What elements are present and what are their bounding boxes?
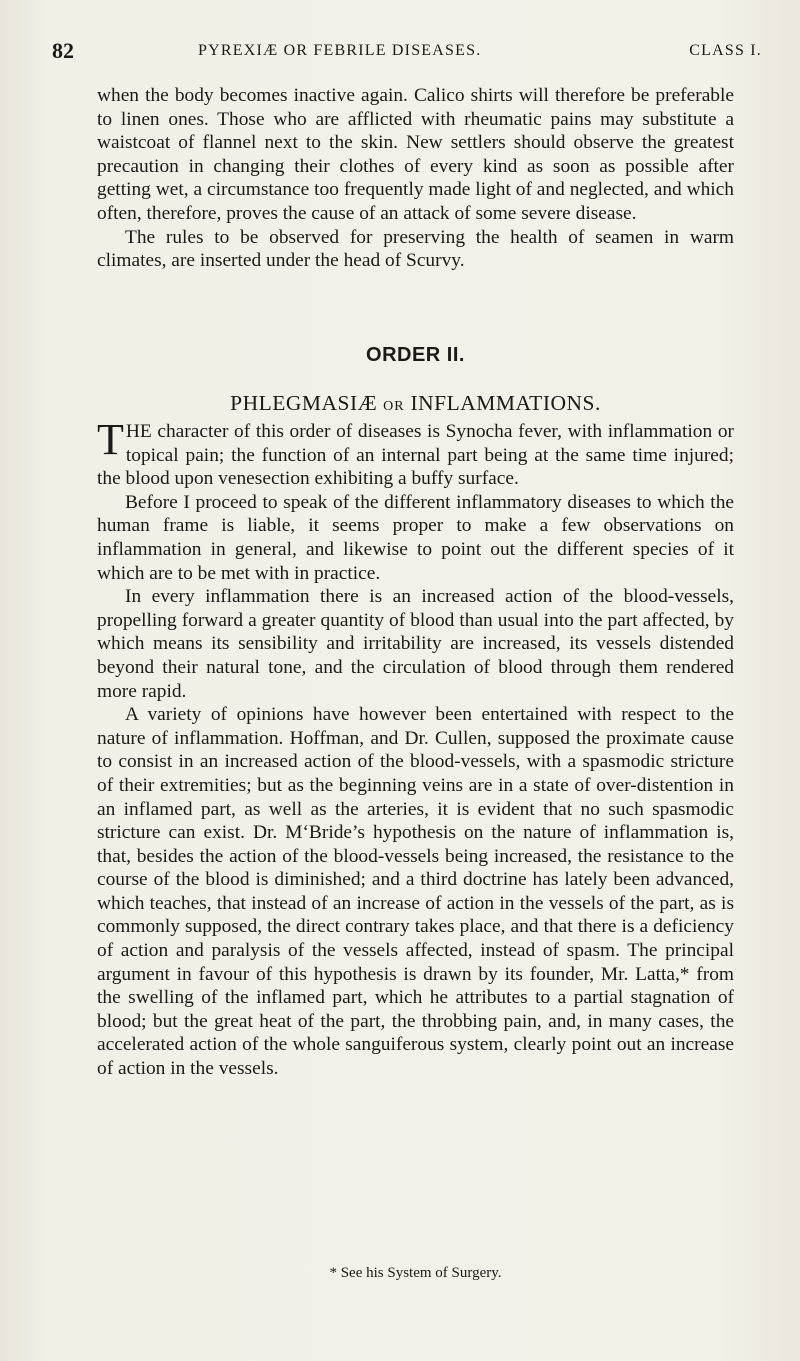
main-paragraph (97, 415, 734, 491)
class-label: CLASS I. (689, 42, 762, 59)
running-header (52, 38, 762, 66)
intro-paragraph: The rules to be observed for preserving the health of seamen in warm climates, are inserted under the head of Scurvy. (97, 226, 734, 272)
running-title: PYREXIÆ OR FEBRILE DISEASES. (198, 42, 482, 59)
main-paragraph: A variety of opinions have however been entertained with respect to the nature of inflammation. Hoffman, and Dr. Cullen, supposed the proximate cause to consist in an increased action of the blood-vessels, with a spasmodic stricture of their extremities; but as the beginning veins are in a state of over-distention in an inflamed part, as well as the arteries, it is evident that no such spasmodic stricture can exist. Dr. M‘Bride’s hypothesis on the nature of inflammation is, that, besides the action of the blood-vessels being increased, the resistance to the course of the blood is diminished; and a third doctrine has lately been advanced, which teaches, that instead of an increase of action in the vessels of the part, as is commonly supposed, the direct contrary takes place, and that there is a deficiency of action and paralysis of the vessels affected, instead of spasm. The principal argument in favour of this hypothesis is drawn by its founder, Mr. Latta,* from the swelling of the inflamed part, which he attributes to a partial stagnation of blood; but the great heat of the part, the throbbing pain, and, in many cases, the accelerated action of the whole sanguiferous system, clearly point out an increase of action in the vessels. (97, 704, 734, 1080)
section-alt-name: INFLAMMATIONS. (410, 391, 601, 415)
intro-paragraph: when the body becomes inactive again. Calico shirts will therefore be preferable to linen ones. Those who are afflicted with rheumatic pains may substitute a waistcoat of flannel next to the skin. New settlers should observe the greatest precaution in changing their clothes of every kind as soon as possible after getting wet, a circumstance too frequently made light of and neglected, and which often, therefore, proves the cause of an attack of some severe disease. (97, 85, 734, 224)
main-paragraph: Before I proceed to speak of the different inflammatory diseases to which the human frame is liable, it seems proper to make a few observations on inflammation in general, and likewise to point out the different species of it which are to be met with in practice. (97, 491, 734, 584)
section-heading (97, 391, 734, 416)
drop-cap: T (97, 415, 124, 464)
main-text (97, 415, 734, 1081)
main-paragraph-text: HE character of this order of diseases is Synocha fever, with inflammation or topical pain; the function of an internal part being at the same time injured; the blood upon venesection exhibiting a buffy surface. (97, 421, 734, 490)
page-number: 82 (52, 38, 74, 63)
intro-text (97, 84, 734, 273)
section-or: OR (383, 399, 405, 414)
order-heading: ORDER II. (366, 344, 465, 366)
section-name: PHLEGMASIÆ (230, 391, 378, 415)
footnote: * See his System of Surgery. (329, 1265, 502, 1281)
main-paragraph: In every inflammation there is an increased action of the blood-vessels, propelling forward a greater quantity of blood than usual into the part affected, by which means its sensibility and irritability are increased, its vessels distended beyond their natural tone, and the circulation of blood through them rendered more rapid. (97, 586, 734, 702)
